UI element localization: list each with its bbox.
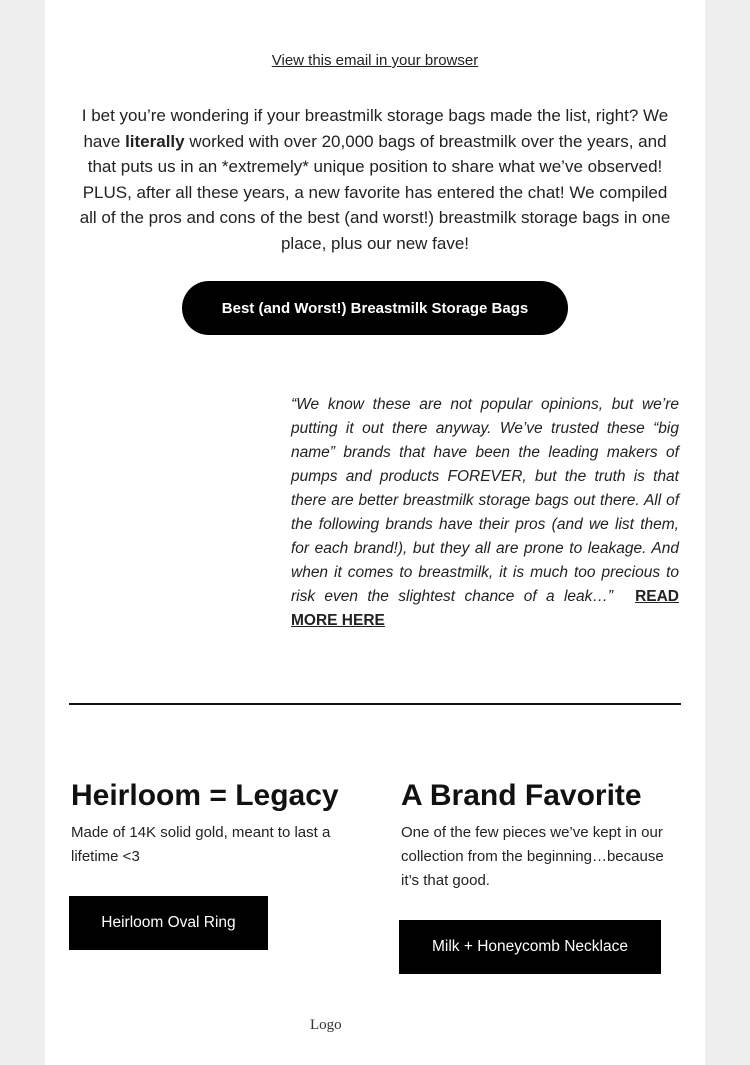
logo-alt-text: Logo bbox=[310, 1017, 342, 1033]
section-divider bbox=[69, 703, 681, 705]
product-description-brand-favorite: One of the few pieces we’ve kept in our collection from the beginning…because it’s that good. bbox=[401, 824, 664, 889]
quote-text: “We know these are not popular opinions, but we’re putting it out there anyway. We’ve trusted these “big name” brands that have been the leading makers of pumps and products FOREVER, but the truth is that there are better breastmilk storage bags out there. All of the following brands have their pros (and we list them, for each brand!), but they all are prone to leakage. And when it comes to breastmilk, it is much too precious to risk even the slightest chance of a leak…” bbox=[291, 396, 679, 605]
intro-paragraph bbox=[78, 103, 672, 257]
heirloom-oval-ring-button[interactable]: Heirloom Oval Ring bbox=[69, 896, 268, 950]
read-more-link[interactable]: READ MORE HERE bbox=[291, 588, 679, 629]
quote-block bbox=[291, 393, 679, 633]
intro-text-part1: I bet you’re wondering if your breastmilk storage bags made the list, right? We have bbox=[81, 106, 669, 151]
product-description-heirloom: Made of 14K solid gold, meant to last a lifetime <3 bbox=[71, 824, 331, 865]
milk-honeycomb-necklace-button[interactable]: Milk + Honeycomb Necklace bbox=[399, 920, 661, 974]
intro-text-part2: worked with over 20,000 bags of breastmilk over the years, and that puts us in an *extremely* unique position to share what we’ve observed! PLUS, after all these years, a new favorite has entered the chat! We compiled all of the pros and cons of the best (and worst!) breastmilk storage bags in one place, plus our new fave! bbox=[79, 131, 671, 253]
email-body bbox=[45, 0, 705, 1065]
view-in-browser-link[interactable]: View this email in your browser bbox=[271, 52, 479, 69]
product-title-brand-favorite: A Brand Favorite bbox=[401, 779, 642, 812]
product-title-heirloom: Heirloom = Legacy bbox=[71, 779, 339, 812]
storage-bags-cta-button[interactable]: Best (and Worst!) Breastmilk Storage Bags bbox=[182, 281, 568, 335]
footer-logo[interactable] bbox=[310, 1017, 342, 1034]
intro-emphasis: literally bbox=[125, 131, 185, 151]
